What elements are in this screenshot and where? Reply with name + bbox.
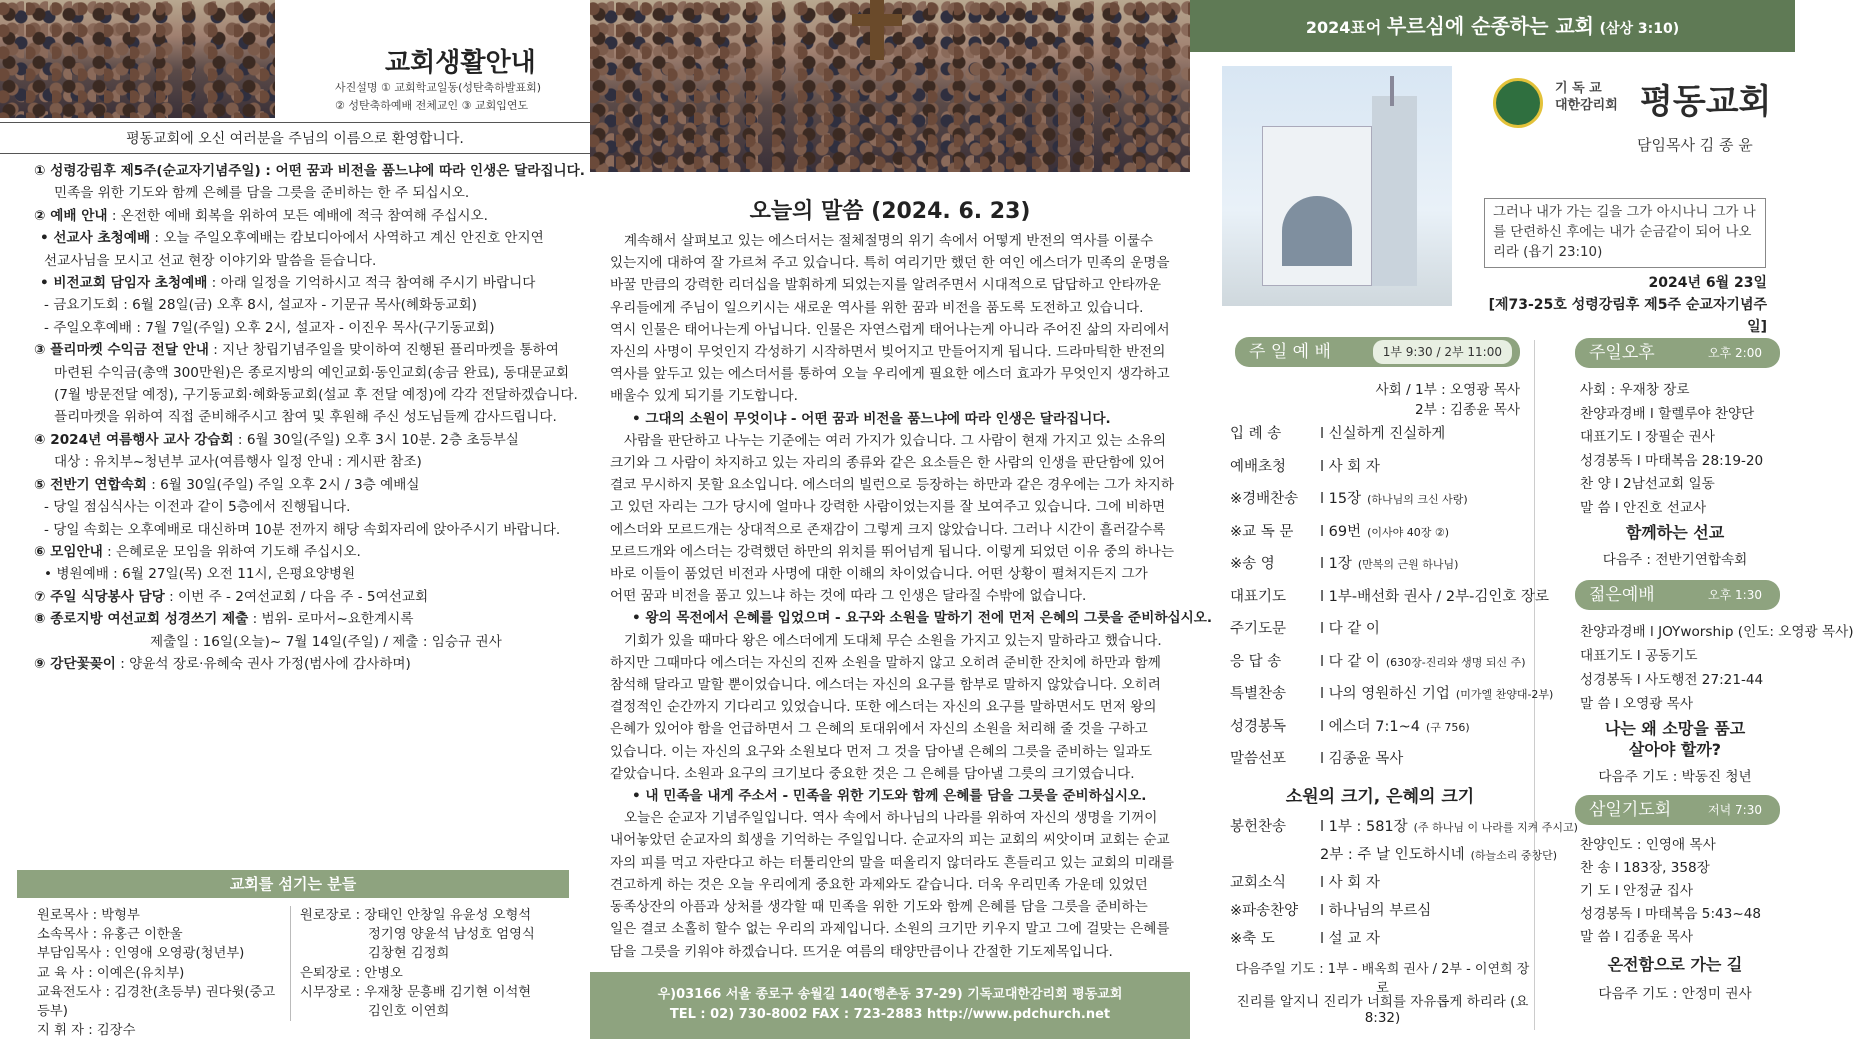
order-value [1320, 899, 1431, 920]
sermon-line: 바로 이들이 품었던 비전과 사명에 대한 이해의 차이었습니다. 어떤 상황이 펼쳐지든지 그가 [610, 566, 1148, 583]
order-label: 말씀선포 [1230, 751, 1287, 767]
announcement-line [34, 631, 574, 653]
order-label: ※파송찬양 [1230, 903, 1299, 919]
server-line: 지 휘 자 : 김장수 [37, 1023, 136, 1039]
order-item: 1장 [1328, 556, 1352, 572]
server-line: 교 육 사 : 이예은(유치부) [37, 965, 185, 981]
server-line: 시무장로 : 우재창 문흥배 김기현 이석현 [300, 984, 532, 1000]
sermon-line: • 내 민족을 내게 주소서 - 민족을 위한 기도와 함께 은혜를 담을 그릇을 준비하십시오. [632, 788, 1147, 805]
order-row [1230, 747, 1404, 768]
sunday-sermon-title: 소원의 크기, 은혜의 크기 [1285, 787, 1475, 807]
sermon-line: 어떤 꿈과 비전을 품고 있느냐 하는 것에 따라 그 인생은 달라질 수밖에 없습니다. [610, 588, 1087, 605]
announcement-text: • 병원예배 : 6월 27일(목) 오전 11시, 은평요양병원 [44, 566, 356, 583]
order-value [1320, 843, 1557, 864]
order-value [1320, 520, 1449, 541]
announcement-line [34, 160, 585, 182]
announcement-line [34, 563, 574, 585]
order-value [1320, 552, 1458, 573]
afternoon-time: 오후 2:00 [1708, 346, 1762, 360]
announcement-heading: • 비전교회 담임자 초청예배 [40, 275, 208, 292]
order-row: 말 씀 l 김종윤 목사 [1580, 929, 1693, 945]
order-value [1320, 682, 1553, 703]
order-label: 대표기도 [1230, 588, 1287, 605]
order-label: 특별찬송 [1230, 686, 1287, 702]
order-row: 찬 송 l 183장, 358장 [1580, 860, 1710, 876]
young-service-header [1575, 580, 1780, 610]
order-item: 사 회 자 [1328, 875, 1380, 891]
announcement-text: 아래 일정을 기억하시고 적극 참여해 주시기 바랍니다 [220, 275, 536, 292]
young-sermon-line: 나는 왜 소망을 품고 [1604, 719, 1746, 738]
announcement-heading: ⑦ 주일 식당봉사 담당 [34, 588, 165, 605]
afternoon-sermon: 함께하는 선교 [1625, 523, 1725, 542]
young-sermon [1560, 718, 1790, 760]
announcement-text: 제출일 : 16일(오늘)~ 7월 14일(주일) / 제출 : 임승규 권사 [150, 633, 502, 650]
announcement-text: 범위- 로마서~요한계시록 [261, 611, 414, 628]
order-row: 성경봉독 l 마태복음 28:19-20 [1580, 452, 1764, 469]
order-row [1230, 617, 1380, 638]
order-row [1230, 927, 1380, 948]
sunday-service-time: 1부 9:30 / 2부 11:00 [1373, 340, 1512, 364]
order-label: 교회소식 [1230, 875, 1287, 891]
order-row [1230, 552, 1459, 573]
young-next: 다음주 기도 : 박동진 청년 [1598, 769, 1752, 785]
order-note: (하늘소리 중창단) [1470, 849, 1558, 862]
church-building-image [1222, 66, 1452, 306]
sermon-line: 에스더와 모르드개는 상대적으로 존재감이 그렇게 크지 않았습니다. 그러나 시간이 흘러갈수록 [610, 521, 1166, 538]
announcement-heading: ① 성령강림후 제5주(순교자기념주일) : 어떤 꿈과 비전을 품느냐에 따라 인생은 달라집니다. [34, 163, 585, 179]
announcement-text: 온전한 예배 회복을 위하여 모든 예배에 적극 참여해 주십시오. [120, 207, 488, 224]
welcome-message: 평동교회에 오신 여러분을 주님의 이름으로 환영합니다. [0, 122, 590, 154]
sermon-line: 배울수 있게 되기를 기도합니다. [610, 388, 798, 405]
order-item: 15장 [1328, 491, 1362, 507]
church-life-title: 교회생활안내 [385, 48, 536, 78]
announcement-line [34, 541, 574, 563]
building-tower [1372, 96, 1417, 286]
photo-caption-line: ② 성탄축하예배 전체교인 ③ 교회입연도 [335, 99, 529, 112]
sermon-line: 바꿀 만큼의 강력한 리더십을 발휘하게 되었는지를 알려주면서 시대적으로 답답하고 안타까운 [610, 277, 1162, 294]
order-bar: l [1320, 903, 1329, 919]
announcement-separator: : [150, 230, 164, 247]
order-note: (만복의 근원 하나님) [1357, 558, 1459, 571]
order-label: 성경봉독 [1230, 718, 1287, 735]
order-row [1230, 871, 1380, 892]
order-item: 다 같 이 [1328, 653, 1380, 670]
sermon-line: 하지만 그때마다 에스더는 자신의 진짜 소원을 말하지 않고 오히려 준비한 잔치에 하만과 함께 [610, 654, 1161, 671]
order-bar: l [1320, 491, 1329, 507]
young-service-title: 젊은예배 [1589, 585, 1655, 605]
order-note: (630장-진리와 생명 되신 주) [1385, 655, 1526, 669]
motto-bar [1190, 0, 1795, 52]
announcement-line [34, 294, 574, 316]
sermon-line: 계속해서 살펴보고 있는 에스더서는 절체절명의 위기 속에서 어떻게 반전의 역사를 이룰수 [624, 233, 1154, 249]
announcement-heading: ⑧ 종로지방 여선교회 성경쓰기 제출 [34, 611, 249, 628]
cross-icon [870, 0, 884, 60]
order-row [1230, 899, 1432, 920]
order-value [1320, 715, 1470, 736]
order-row [1230, 455, 1380, 476]
sermon-line: 크기와 그 사람이 차지하고 있는 자리의 종류와 같은 요소들은 한 사람의 인생을 판단함에 있어 [610, 455, 1166, 472]
announcement-separator: : [107, 207, 121, 224]
photo-caption [335, 79, 541, 115]
order-bar: l [1320, 653, 1329, 670]
afternoon-header [1575, 338, 1780, 368]
sermon-line: 오늘은 순교자 기념주일입니다. 역사 속에서 하나님의 나라를 위하여 자신의 생명을 기꺼이 [624, 810, 1158, 827]
date-line: 2024년 6월 23일 [1648, 275, 1767, 291]
order-value [1320, 747, 1403, 768]
announcement-text: 대상 : 유치부~청년부 교사(여름행사 일정 안내 : 게시판 참조) [54, 454, 422, 471]
servers-divider [290, 906, 291, 1021]
order-note: (이사야 40장 ②) [1367, 525, 1450, 539]
announcement-line [34, 586, 574, 608]
issue-line: [제73-25호 성령강림후 제5주 순교자기념주일] [1488, 297, 1767, 335]
order-bar: l [1320, 621, 1329, 637]
server-line: 김창현 김정희 [368, 946, 450, 962]
sermon-line: 있습니다. 이는 자신의 요구와 소원보다 먼저 그 것을 담아낼 은혜의 그릇을 준비하는 일과도 [610, 743, 1153, 760]
bulletin-date [1480, 272, 1767, 338]
announcement-separator: : [233, 431, 247, 448]
young-service-time: 오후 1:30 [1708, 588, 1762, 602]
announcement-text: - 당일 점심식사는 이전과 같이 5층에서 진행됩니다. [44, 499, 351, 516]
cross-bar [852, 14, 902, 26]
memory-verse: 그러나 내가 가는 길을 그가 아시나니 그가 나를 단련하신 후에는 내가 순금같이 되어 나오리라 (욥기 23:10) [1484, 198, 1766, 268]
announcement-line [34, 339, 574, 361]
order-row [1230, 520, 1450, 541]
server-line: 김인호 이연희 [368, 1004, 450, 1020]
footer-verse: 진리를 알지니 진리가 너희를 자유롭게 하리라 (요 8:32) [1236, 994, 1529, 1026]
announcement-text: 민족을 위한 기도와 함께 은혜를 담을 그릇을 준비하는 한 주 되십시오. [54, 185, 470, 202]
announcement-text: 선교사님을 모시고 선교 현장 이야기와 말씀을 듣습니다. [44, 252, 377, 269]
announcement-text: 6월 30일(주일) 주일 오후 2시 / 3층 예배실 [160, 476, 420, 493]
server-line: 원로장로 : 장태인 안창일 유윤성 오형석 [300, 908, 532, 923]
sermon-title: 오늘의 말씀 (2024. 6. 23) [749, 199, 1031, 224]
server-line: 교육전도사 : 김경찬(초등부) 권다윗(중고등부) [37, 984, 276, 1020]
order-item: 69번 [1328, 523, 1362, 540]
announcement-text: 오늘 주일오후예배는 캄보디아에서 사역하고 계신 안진호 안지연 [163, 230, 544, 247]
photo-caption-line: 사진설명 ① 교회학교일동(성탄축하발표회) [335, 81, 542, 94]
order-value [1320, 617, 1380, 638]
denomination-line: 기 독 교 [1555, 81, 1602, 96]
afternoon-next: 다음주 : 전반기연합속회 [1602, 552, 1748, 568]
server-line: 부담임목사 : 인영애 오영광(청년부) [37, 946, 245, 962]
leader-line: 사회 / 1부 : 오영광 목사 [1375, 382, 1520, 398]
order-row: 찬양과경배 l 할렐루야 찬양단 [1580, 405, 1755, 422]
order-item: 나의 영원하신 기업 [1328, 686, 1450, 702]
announcement-line [34, 496, 574, 518]
announcement-line [34, 451, 574, 473]
order-row: 대표기도 l 공동기도 [1580, 648, 1698, 664]
order-row: 말 씀 l 오영광 목사 [1580, 696, 1693, 712]
servers-column-left [37, 906, 287, 1040]
announcement-separator: : [164, 588, 178, 605]
church-address [590, 972, 1190, 1039]
order-row: 대표기도 l 장필순 권사 [1580, 429, 1715, 445]
sermon-line: • 왕의 목전에서 은혜를 입었으며 - 요구와 소원을 말하기 전에 먼저 은혜의 그릇을 준비하십시오. [632, 610, 1213, 627]
afternoon-title: 주일오후 [1589, 343, 1655, 363]
wednesday-header [1575, 795, 1780, 825]
order-item: 다 같 이 [1328, 621, 1380, 637]
sermon-line: 일은 결코 소홀히 할수 없는 우리의 과제입니다. 소원의 크기만 키우지 말고 그에 걸맞는 은혜를 [610, 921, 1170, 938]
order-row [1230, 487, 1468, 508]
order-row [1230, 715, 1470, 736]
order-bar: l [1320, 588, 1329, 605]
announcement-separator: : [208, 342, 223, 359]
order-row: 찬 양 l 2남선교회 일동 [1580, 476, 1715, 492]
announcement-separator: : [248, 611, 262, 628]
church-name: 평동교회 [1640, 82, 1772, 122]
announcement-line [34, 227, 574, 249]
sermon-line: 참석해 달라고 말할 뿐이었습니다. 에스더는 자신의 요구를 함부로 말하지 않았습니다. 오히려 [610, 677, 1161, 694]
announcement-line [34, 362, 574, 384]
announcement-text: - 주일오후예배 : 7월 7일(주일) 오후 2시, 설교자 - 이진우 목사(구기동교회) [44, 319, 495, 336]
order-bar: l [1320, 556, 1329, 572]
order-note: (구 756) [1425, 720, 1470, 734]
order-row: 성경봉독 l 마태복음 5:43~48 [1580, 906, 1762, 922]
order-note: (주 하나님 이 나라를 지켜 주시고) [1413, 821, 1578, 834]
motto-reference: (삼상 3:10) [1599, 21, 1680, 37]
order-bar: l [1320, 458, 1329, 475]
order-label: ※송 영 [1230, 556, 1275, 572]
order-value [1320, 487, 1468, 508]
server-line: 원로목사 : 박형부 [37, 908, 140, 923]
order-row: 말 씀 l 안진호 선교사 [1580, 499, 1707, 516]
young-sermon-line: 살아야 할까? [1628, 740, 1722, 759]
leader-line: 2부 : 김종윤 목사 [1415, 402, 1520, 418]
server-line: 은퇴장로 : 안병오 [300, 965, 403, 981]
announcement-line [34, 474, 574, 496]
order-value [1320, 585, 1549, 606]
announcement-heading: ⑥ 모임안내 [34, 543, 103, 560]
order-label: 예배초청 [1230, 458, 1287, 475]
sermon-line: 결코 무시하지 못할 요소입니다. 에스더의 빌런으로 등장하는 하만과 같은 경우에는 그가 차지하 [610, 477, 1174, 494]
motto-text: 부르심에 순종하는 교회 [1386, 14, 1595, 38]
order-value [1320, 871, 1380, 892]
order-row: 성경봉독 l 사도행전 27:21-44 [1580, 672, 1764, 688]
senior-pastor: 담임목사 김 종 윤 [1637, 136, 1753, 154]
sunday-service-title: 주 일 예 배 [1249, 342, 1331, 362]
order-value [1320, 927, 1380, 948]
announcement-text: (7월 방문전달 예정), 구기동교회·혜화동교회(설교 후 전달 예정)에 각각 전달하겠습니다. [54, 387, 578, 404]
announcement-separator: : [146, 476, 161, 493]
sermon-line: 역사를 앞두고 있는 에스더서를 통하여 오늘 우리에게 필요한 에스더 효과가 무엇인지 생각하고 [610, 366, 1170, 383]
motto-year: 2024표어 [1305, 18, 1382, 37]
next-prayer: 다음주일 기도 : 1부 - 배옥희 권사 / 2부 - 이연희 장로 [1235, 962, 1530, 996]
sunday-service-header [1235, 337, 1520, 367]
wednesday-sermon: 온전함으로 가는 길 [1607, 955, 1743, 974]
church-group-photo [0, 0, 275, 118]
announcement-text: - 금요기도회 : 6월 28일(금) 오후 8시, 설교자 - 기문규 목사(혜화동교회) [44, 297, 477, 314]
congregation-photo [590, 0, 1190, 172]
order-item: 하나님의 부르심 [1328, 903, 1432, 919]
sermon-line: 결정적인 순간까지 기다리고 있었습니다. 또한 에스더는 자신의 요구를 말하면서도 먼저 왕의 [610, 699, 1157, 716]
order-bar: l [1320, 819, 1329, 835]
order-row [1230, 650, 1526, 671]
sunday-leaders [1360, 378, 1520, 418]
order-item: 신실하게 진실하게 [1328, 426, 1446, 442]
announcement-line [34, 429, 574, 451]
server-line: 소속목사 : 유홍근 이한울 [37, 927, 183, 943]
announcement-text: - 당일 속회는 오후예배로 대신하며 10분 전까지 해당 속회자리에 앉아주시기 바랍니다. [44, 521, 561, 538]
announcement-text: 플리마켓을 위하여 직접 준비해주시고 참여 및 후원해 주신 성도님들께 감사드립니다. [54, 409, 557, 426]
announcement-line [34, 406, 574, 428]
order-row [1230, 682, 1554, 703]
sermon-line: 자신의 사명이 무엇인지 각성하기 시작하면서 빚어지고 만들어지게 됩니다. 드라마틱한 반전의 [610, 344, 1166, 361]
order-value [1320, 422, 1445, 443]
order-item: 에스더 7:1~4 [1328, 718, 1420, 735]
sermon-line: 모르드개와 에스더는 강력했던 하만의 위치를 뛰어넘게 됩니다. 이렇게 되었던 이유 중의 하나는 [610, 543, 1174, 560]
order-label: 응 답 송 [1230, 653, 1282, 670]
order-row: 사회 : 우재창 장로 [1580, 382, 1690, 398]
announcement-line [34, 182, 574, 204]
announcement-line [34, 250, 574, 272]
order-note: (미가엘 찬양대-2부) [1455, 688, 1554, 701]
order-bar: l [1320, 875, 1329, 891]
announcement-heading: ⑨ 강단꽃꽂이 [34, 655, 116, 672]
announcement-heading: ② 예배 안내 [34, 207, 108, 224]
announcement-separator: : [102, 543, 117, 560]
address-line: 우)03166 서울 종로구 송월길 140(행촌동 37-29) 기독교대한감리회 평동교회 [657, 987, 1123, 1002]
denomination [1555, 80, 1618, 114]
announcement-line [34, 653, 574, 675]
order-bar: l [1320, 751, 1329, 767]
sermon-line: 우리들에게 주님이 일으키시는 새로운 역사를 위한 꿈과 비전을 품도록 도전하고 있습니다. [610, 299, 1144, 316]
announcement-line [34, 519, 574, 541]
contact-line: TEL : 02) 730-8002 FAX : 723-2883 http://www.pdchurch.net [669, 1007, 1111, 1022]
sermon-line: 같았습니다. 소원과 요구의 크기보다 중요한 것은 그 은혜를 담아낼 그릇의 크기였습니다. [610, 765, 1135, 782]
order-row: 찬양과경배 l JOYworship (인도: 오영광 목사) [1580, 624, 1854, 640]
sermon-body [610, 230, 1213, 963]
announcement-text: 6월 30일(주일) 오후 3시 10분. 2층 초등부실 [246, 431, 519, 448]
wednesday-next: 다음주 기도 : 안정미 권사 [1598, 986, 1752, 1002]
order-bar: l [1320, 718, 1329, 735]
order-item: 2부 : 주 날 인도하시네 [1320, 847, 1465, 863]
order-value [1320, 815, 1578, 836]
announcement-line [34, 205, 574, 227]
wednesday-title: 삼일기도회 [1589, 800, 1672, 820]
order-value [1320, 650, 1526, 671]
order-item: 1부-배선화 권사 / 2부-김인호 장로 [1328, 588, 1549, 605]
announcement-line [34, 317, 574, 339]
order-item: 김종윤 목사 [1328, 751, 1404, 767]
sermon-line: 고 있던 자리는 그가 당시에 얼마나 강력한 사람이었는지를 잘 보여주고 있습니다. 그에 비하면 [610, 499, 1166, 516]
order-label: 입 례 송 [1230, 426, 1282, 442]
building-window [1282, 196, 1352, 266]
announcement-text: 지난 창립기념주일을 맞이하여 진행된 플리마켓을 통하여 [222, 342, 559, 359]
announcements [34, 160, 585, 675]
sermon-line: 있는지에 대하여 잘 가르쳐 주고 있습니다. 특히 여리기만 했던 한 여인 에스더가 민족의 운명을 [610, 255, 1170, 272]
announcement-line [34, 608, 574, 630]
announcement-line [34, 384, 578, 406]
announcement-separator: : [207, 275, 221, 292]
sermon-line: 역시 인물은 태어나는게 아닙니다. 인물은 자연스럽게 태어나는게 아니라 주어진 삶의 자리에서 [610, 321, 1170, 338]
order-label: ※경배찬송 [1230, 491, 1299, 507]
sermon-line: 견고하게 하는 것은 오늘 우리에게 중요한 과제와도 같습니다. 더욱 우리민족 가운데 있었던 [610, 876, 1148, 893]
announcement-heading: • 선교사 초청예배 [40, 230, 151, 247]
methodist-logo-icon [1493, 78, 1543, 128]
sermon-line: 사람을 판단하고 나누는 기준에는 여러 가지가 있습니다. 그 사람이 현재 가지고 있는 소유의 [624, 432, 1167, 449]
servers-column-right [300, 906, 580, 1021]
order-row [1230, 815, 1578, 836]
announcement-text: 양윤석 장로·유혜숙 권사 가정(범사에 감사하며) [129, 655, 411, 672]
order-label: ※교 독 문 [1230, 523, 1294, 540]
announcement-text: 은혜로운 모임을 위하여 기도해 주십시오. [116, 543, 361, 560]
order-row: 기 도 l 안정균 집사 [1580, 883, 1693, 899]
order-bar: l [1320, 686, 1329, 702]
denomination-line: 대한감리회 [1555, 98, 1618, 113]
order-item: 사 회 자 [1328, 458, 1380, 475]
sermon-line: 자의 피를 먹고 자란다고 하는 터툴리안의 말을 떠올리지 않더라도 흔들리고 있는 교회의 미래를 [610, 854, 1174, 871]
order-bar: l [1320, 426, 1329, 442]
sermon-line: 기회가 있을 때마다 왕은 에스더에게 도대체 무슨 소원을 가지고 있는지 말하라고 했습니다. [624, 632, 1162, 649]
order-label: ※축 도 [1230, 931, 1275, 947]
order-row: 찬양인도 : 인영애 목사 [1580, 837, 1716, 853]
announcement-text: 이번 주 - 2여선교회 / 다음 주 - 5여선교회 [178, 588, 429, 605]
sermon-line: 동족상잔의 아픔과 상처를 생각할 때 민족을 위한 기도와 함께 은혜를 담을 그릇을 준비하는 [610, 899, 1148, 916]
announcement-heading: ③ 플리마켓 수익금 전달 안내 [34, 342, 209, 359]
tower-cross-icon [1390, 76, 1394, 106]
order-row [1230, 585, 1549, 606]
announcement-heading: ④ 2024년 여름행사 교사 강습회 [34, 431, 234, 448]
announcement-line [34, 272, 574, 294]
announcement-heading: ⑤ 전반기 연합속회 [34, 476, 147, 493]
order-item: 1부 : 581장 [1328, 819, 1408, 835]
order-value [1320, 455, 1380, 476]
server-line: 정기영 양윤석 남성호 엄영식 [368, 927, 535, 943]
announcement-separator: : [115, 655, 130, 672]
order-bar: l [1320, 931, 1329, 947]
order-label: 주기도문 [1230, 621, 1287, 637]
order-bar: l [1320, 523, 1329, 540]
sermon-line: 은혜가 있어야 함을 언급하면서 그 은혜의 토대위에서 자신의 소원을 처리해 줄 것을 구하고 [610, 721, 1148, 738]
sermon-line: 내어놓았던 순교자의 희생을 기억하는 주일입니다. 순교자의 피는 교회의 씨앗이며 교회는 순교 [610, 832, 1170, 849]
sermon-line: 담을 그릇을 키워야 하겠습니다. 뜨거운 여름의 태양만큼이나 간절한 기도제목입니다. [610, 943, 1113, 960]
order-note: (하나님의 크신 사랑) [1367, 493, 1468, 506]
order-label: 봉헌찬송 [1230, 819, 1287, 835]
order-row [1230, 422, 1446, 443]
sermon-line: • 그대의 소원이 무엇이냐 - 어떤 꿈과 비전을 품느냐에 따라 인생은 달라집니다. [632, 410, 1111, 427]
announcement-text: 마련된 수익금(총액 300만원)은 종로지방의 예인교회·동인교회(송금 완료), 동대문교회 [54, 364, 570, 381]
wednesday-time: 저녁 7:30 [1708, 803, 1762, 817]
order-item: 설 교 자 [1328, 931, 1380, 947]
servers-header: 교회를 섬기는 분들 [17, 870, 569, 898]
